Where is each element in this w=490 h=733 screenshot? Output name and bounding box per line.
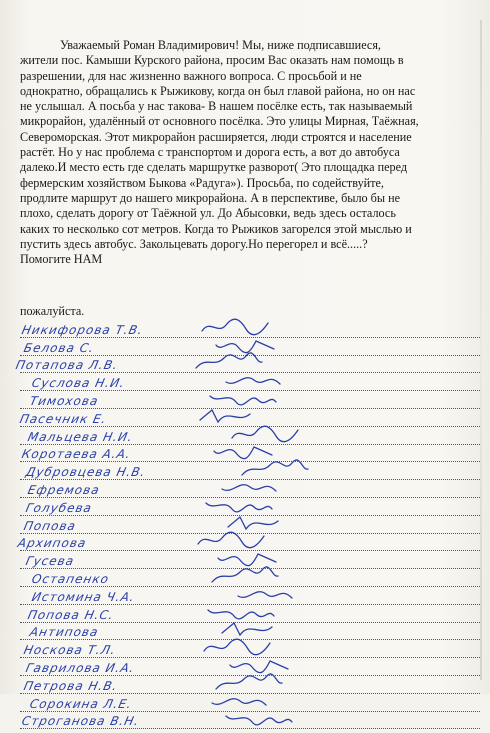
paper-edge-shadow [480, 20, 482, 680]
signatory-name: Гусева [24, 554, 76, 569]
signatory-name: Голубева [24, 500, 94, 515]
signatory-name: Строганова В.Н. [20, 714, 141, 729]
letter-text: Уважаемый Роман Владимирович! Мы, ниже подписавшиеся, жители пос. Камыши Курского района, просим Вас оказать нам помощь в разрешении, для нас жизненно важного вопроса. С просьбой и не однократно, обращались к Рыжикову, когда он был главой района, но он нас не услышал. А посьба у нас такова- В нашем посёлке есть, так называемый микрорайон, удалённый от основного посёлка. Это улицы Мирная, Таёжная, Североморская. Этот микрорайон расширяется, люди строятся и население растёт. Но у нас проблема с транспортом и дорога есть, а вот до автобуса далеко.И место есть где сделать маршрутке разворот( Это площадка перед фермерским хозяйством Быкова «Радуга»). Просьба, по содействуйте, продлите маршрут до нашего микрорайона. А в перспективе, было бы не плохо, сделать дорогу от Таёжной ул. До Абысовки, ведь здесь осталось каких то несколько сот метров. Когда то Рыжиков загорелся этой мыслью и пустить здесь автобус. Закольцевать дорогу.Но перегорел и всё.....? Помогите НАМ [20, 38, 419, 267]
signatory-name: Тимохова [28, 393, 100, 408]
signatory-name: Попова [22, 518, 78, 533]
signatory-name: Мальцева Н.И. [26, 429, 135, 444]
signatory-name: Пасечник Е. [18, 411, 109, 426]
signature-row [20, 712, 480, 730]
signatory-name: Ефремова [26, 482, 102, 497]
signatory-name: Архипова [16, 536, 88, 551]
signatory-name: Антипова [28, 625, 100, 640]
letter-closing: пожалуйста. [20, 304, 85, 318]
signatory-name: Коротаева А.А. [20, 447, 133, 462]
signatory-name: Никифорова Т.В. [20, 322, 145, 337]
signatory-name: Попова Н.С. [26, 607, 116, 622]
signatory-name: Остапенко [30, 571, 111, 586]
signatory-name: Гаврилова И.А. [24, 660, 137, 675]
signatory-name: Потапова Л.В. [14, 358, 120, 373]
signatory-name: Носкова Т.Л. [22, 643, 118, 658]
signatory-name: Дубровцева Н.В. [24, 465, 148, 480]
signatory-name: Сорокина Л.Е. [28, 696, 134, 711]
handwritten-signature [224, 708, 294, 728]
signature-block [14, 304, 480, 729]
signatory-name: Белова С. [22, 340, 96, 355]
signatory-name: Петрова Н.В. [22, 678, 119, 693]
signature-list [14, 320, 480, 729]
signatory-name: Истомина Ч.А. [30, 589, 137, 604]
signatory-name: Суслова Н.И. [30, 376, 127, 391]
letter-body [20, 38, 420, 267]
